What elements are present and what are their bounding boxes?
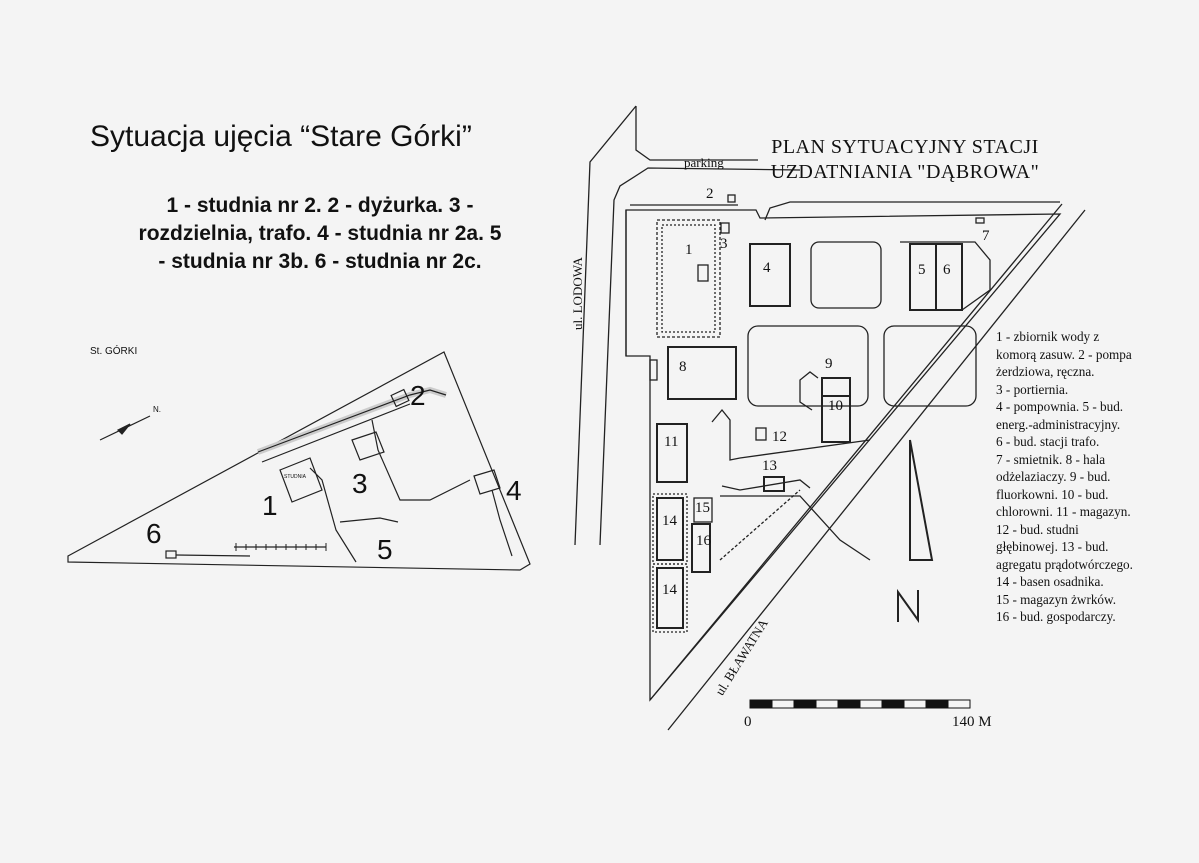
right-map-legend: [996, 328, 1196, 626]
right-marker-10: 10: [828, 398, 843, 414]
left-site-plan: [68, 352, 530, 570]
right-marker-3: 3: [720, 236, 728, 252]
right-marker-14a: 14: [662, 513, 677, 529]
scale-end-label: 140 M: [952, 714, 992, 730]
right-marker-5: 5: [918, 262, 926, 278]
right-legend-line: 12 - bud. studni: [996, 521, 1079, 537]
right-legend-line: fluorkowni. 10 - bud.: [996, 486, 1109, 502]
left-marker-1: 1: [262, 490, 278, 521]
right-marker-6: 6: [943, 262, 951, 278]
right-map-title: [730, 135, 1080, 185]
left-north-arrow: [100, 416, 150, 440]
right-title-line: UZDATNIANIA "DĄBROWA": [770, 161, 1040, 183]
left-marker-4: 4: [506, 475, 522, 506]
right-legend-line: 1 - zbiornik wody z: [996, 329, 1100, 344]
left-legend-line: - studnia nr 3b. 6 - studnia nr 2c.: [158, 250, 482, 273]
right-marker-11: 11: [664, 434, 679, 450]
right-legend-line: 4 - pompownia. 5 - bud.: [996, 399, 1124, 414]
scale-start-label: 0: [744, 714, 752, 730]
right-marker-1: 1: [685, 242, 693, 258]
block-a: [811, 242, 881, 308]
building-1-area: [657, 220, 720, 337]
right-legend-line: 7 - smietnik. 8 - hala: [996, 451, 1106, 467]
right-marker-12: 12: [772, 429, 787, 445]
right-legend-line: odżelaziaczy. 9 - bud.: [996, 469, 1111, 484]
building-9: [822, 378, 850, 396]
left-corner-label: St. GÓRKI: [90, 346, 138, 357]
right-marker-13: 13: [762, 458, 777, 474]
left-site-boundary: [68, 352, 530, 570]
left-path: [310, 468, 356, 562]
right-legend-line: 15 - magazyn żwrków.: [996, 591, 1116, 607]
right-marker-14b: 14: [662, 582, 677, 598]
right-site-boundary: [626, 210, 1060, 700]
building-3: [721, 223, 729, 233]
right-marker-9: 9: [825, 356, 833, 372]
left-marker-6: 6: [146, 518, 162, 549]
right-marker-8: 8: [679, 359, 687, 375]
right-legend-line: 6 - bud. stacji trafo.: [996, 434, 1100, 449]
right-legend-line: 3 - portiernia.: [996, 381, 1069, 397]
left-well-6: [166, 551, 176, 558]
left-marker-2: 2: [410, 380, 426, 411]
street-lodowa-label: ul. LODOWA: [570, 257, 585, 330]
right-legend-line: żerdziowa, ręczna.: [996, 364, 1095, 379]
right-legend-line: agregatu prądotwórczego.: [996, 556, 1133, 572]
left-legend-line: rozdzielnia, trafo. 4 - studnia nr 2a. 5: [138, 222, 502, 245]
left-marker-5: 5: [377, 534, 393, 565]
right-scale-bar: [750, 700, 970, 708]
right-legend-line: 14 - basen osadnika.: [996, 574, 1104, 589]
building-12: [756, 428, 766, 440]
parking-label: parking: [684, 155, 724, 170]
right-legend-line: energ.-administracyjny.: [996, 416, 1121, 432]
left-building-label: STUDNIA: [284, 474, 306, 480]
left-building-1: [280, 458, 322, 502]
right-legend-line: chlorowni. 11 - magazyn.: [996, 504, 1131, 519]
right-title-line: PLAN SYTUACYJNY STACJI: [771, 136, 1039, 158]
left-map-title: Sytuacja ujęcia “Stare Górki”: [90, 120, 472, 153]
left-building-3: [352, 432, 384, 460]
right-marker-7: 7: [982, 228, 990, 244]
right-marker-4: 4: [763, 260, 771, 276]
building-1: [698, 265, 708, 281]
north-arrow: [910, 440, 932, 560]
building-7: [976, 218, 984, 223]
left-north-label: N.: [153, 405, 161, 414]
right-marker-2: 2: [706, 186, 714, 202]
right-marker-16: 16: [696, 533, 711, 549]
building-11: [657, 424, 687, 482]
building-2: [728, 195, 735, 202]
street-blawatna-label: ul. BŁAWATNA: [712, 616, 771, 698]
right-legend-line: komorą zasuw. 2 - pompa: [996, 346, 1132, 362]
block-c: [884, 326, 976, 406]
right-legend-line: głębinowej. 13 - bud.: [996, 539, 1109, 554]
left-legend-line: 1 - studnia nr 2. 2 - dyżurka. 3 -: [166, 194, 474, 217]
right-marker-15: 15: [695, 500, 710, 516]
left-marker-3: 3: [352, 468, 368, 499]
right-legend-line: 16 - bud. gospodarczy.: [996, 609, 1116, 624]
